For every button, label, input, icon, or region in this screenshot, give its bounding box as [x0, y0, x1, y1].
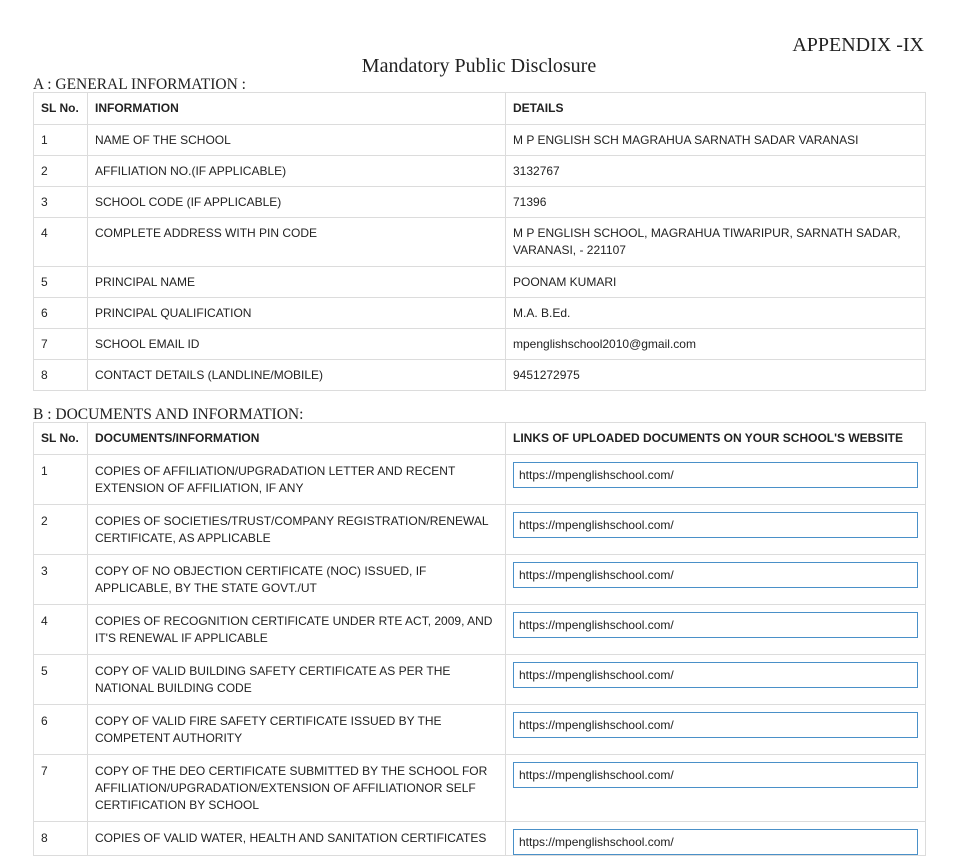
- document-link-field[interactable]: https://mpenglishschool.com/: [513, 762, 918, 788]
- column-header-documents: DOCUMENTS/INFORMATION: [88, 423, 506, 455]
- table-row: [34, 156, 926, 187]
- table-row: [34, 329, 926, 360]
- sl-cell: 7: [34, 329, 88, 360]
- link-cell: [506, 605, 926, 655]
- document-link-field[interactable]: https://mpenglishschool.com/: [513, 829, 918, 855]
- document-link-field[interactable]: https://mpenglishschool.com/: [513, 562, 918, 588]
- sl-cell: 3: [34, 187, 88, 218]
- details-cell: mpenglishschool2010@gmail.com: [506, 329, 926, 360]
- documents-table: [33, 422, 926, 856]
- document-cell: COPIES OF AFFILIATION/UPGRADATION LETTER AND RECENT EXTENSION OF AFFILIATION, IF ANY: [88, 455, 506, 505]
- link-cell: [506, 705, 926, 755]
- details-cell: 9451272975: [506, 360, 926, 391]
- link-cell: [506, 755, 926, 822]
- general-information-table: [33, 92, 926, 391]
- document-link-field[interactable]: https://mpenglishschool.com/: [513, 462, 918, 488]
- document-link-field[interactable]: https://mpenglishschool.com/: [513, 662, 918, 688]
- sl-cell: 1: [34, 125, 88, 156]
- table-row: [34, 755, 926, 822]
- appendix-label: APPENDIX -IX: [792, 34, 924, 56]
- details-cell: M P ENGLISH SCH MAGRAHUA SARNATH SADAR VARANASI: [506, 125, 926, 156]
- column-header-details: DETAILS: [506, 93, 926, 125]
- column-header-sl: SL No.: [34, 93, 88, 125]
- table-row: [34, 655, 926, 705]
- info-cell: CONTACT DETAILS (LANDLINE/MOBILE): [88, 360, 506, 391]
- sl-cell: 2: [34, 505, 88, 555]
- document-link-field[interactable]: https://mpenglishschool.com/: [513, 512, 918, 538]
- details-cell: 71396: [506, 187, 926, 218]
- document-cell: COPIES OF RECOGNITION CERTIFICATE UNDER RTE ACT, 2009, AND IT'S RENEWAL IF APPLICABLE: [88, 605, 506, 655]
- info-cell: PRINCIPAL NAME: [88, 267, 506, 298]
- sl-cell: 3: [34, 555, 88, 605]
- table-row: [34, 822, 926, 856]
- details-cell: M.A. B.Ed.: [506, 298, 926, 329]
- table-row: [34, 705, 926, 755]
- document-cell: COPY OF NO OBJECTION CERTIFICATE (NOC) ISSUED, IF APPLICABLE, BY THE STATE GOVT./UT: [88, 555, 506, 605]
- table-header-row: [34, 423, 926, 455]
- table-row: [34, 298, 926, 329]
- table-row: [34, 605, 926, 655]
- sl-cell: 5: [34, 267, 88, 298]
- info-cell: SCHOOL CODE (IF APPLICABLE): [88, 187, 506, 218]
- details-cell: POONAM KUMARI: [506, 267, 926, 298]
- column-header-sl: SL No.: [34, 423, 88, 455]
- table-row: [34, 505, 926, 555]
- sl-cell: 4: [34, 218, 88, 267]
- table-row: [34, 555, 926, 605]
- link-cell: [506, 455, 926, 505]
- sl-cell: 1: [34, 455, 88, 505]
- column-header-information: INFORMATION: [88, 93, 506, 125]
- link-cell: [506, 655, 926, 705]
- details-cell: 3132767: [506, 156, 926, 187]
- sl-cell: 8: [34, 822, 88, 856]
- link-cell: [506, 822, 926, 856]
- sl-cell: 6: [34, 298, 88, 329]
- sl-cell: 8: [34, 360, 88, 391]
- table-row: [34, 125, 926, 156]
- page-title: Mandatory Public Disclosure: [361, 55, 597, 77]
- section-b-title: B : DOCUMENTS AND INFORMATION:: [33, 406, 304, 423]
- document-cell: COPY OF VALID BUILDING SAFETY CERTIFICATE AS PER THE NATIONAL BUILDING CODE: [88, 655, 506, 705]
- info-cell: PRINCIPAL QUALIFICATION: [88, 298, 506, 329]
- table-row: [34, 267, 926, 298]
- details-cell: M P ENGLISH SCHOOL, MAGRAHUA TIWARIPUR, SARNATH SADAR, VARANASI, - 221107: [506, 218, 926, 267]
- sl-cell: 7: [34, 755, 88, 822]
- document-cell: COPY OF VALID FIRE SAFETY CERTIFICATE ISSUED BY THE COMPETENT AUTHORITY: [88, 705, 506, 755]
- sl-cell: 2: [34, 156, 88, 187]
- document-cell: COPIES OF SOCIETIES/TRUST/COMPANY REGISTRATION/RENEWAL CERTIFICATE, AS APPLICABLE: [88, 505, 506, 555]
- document-link-field[interactable]: https://mpenglishschool.com/: [513, 612, 918, 638]
- sl-cell: 4: [34, 605, 88, 655]
- table-row: [34, 455, 926, 505]
- table-row: [34, 360, 926, 391]
- table-row: [34, 218, 926, 267]
- info-cell: AFFILIATION NO.(IF APPLICABLE): [88, 156, 506, 187]
- info-cell: COMPLETE ADDRESS WITH PIN CODE: [88, 218, 506, 267]
- document-cell: COPY OF THE DEO CERTIFICATE SUBMITTED BY THE SCHOOL FOR AFFILIATION/UPGRADATION/EXTENSION OF AFFILIATIONOR SELF CERTIFICATION BY SCHOOL: [88, 755, 506, 822]
- column-header-links: LINKS OF UPLOADED DOCUMENTS ON YOUR SCHOOL'S WEBSITE: [506, 423, 926, 455]
- info-cell: NAME OF THE SCHOOL: [88, 125, 506, 156]
- sl-cell: 6: [34, 705, 88, 755]
- info-cell: SCHOOL EMAIL ID: [88, 329, 506, 360]
- table-header-row: [34, 93, 926, 125]
- sl-cell: 5: [34, 655, 88, 705]
- document-cell: COPIES OF VALID WATER, HEALTH AND SANITATION CERTIFICATES: [88, 822, 506, 856]
- link-cell: [506, 505, 926, 555]
- table-row: [34, 187, 926, 218]
- link-cell: [506, 555, 926, 605]
- section-a-title: A : GENERAL INFORMATION :: [33, 76, 246, 93]
- document-link-field[interactable]: https://mpenglishschool.com/: [513, 712, 918, 738]
